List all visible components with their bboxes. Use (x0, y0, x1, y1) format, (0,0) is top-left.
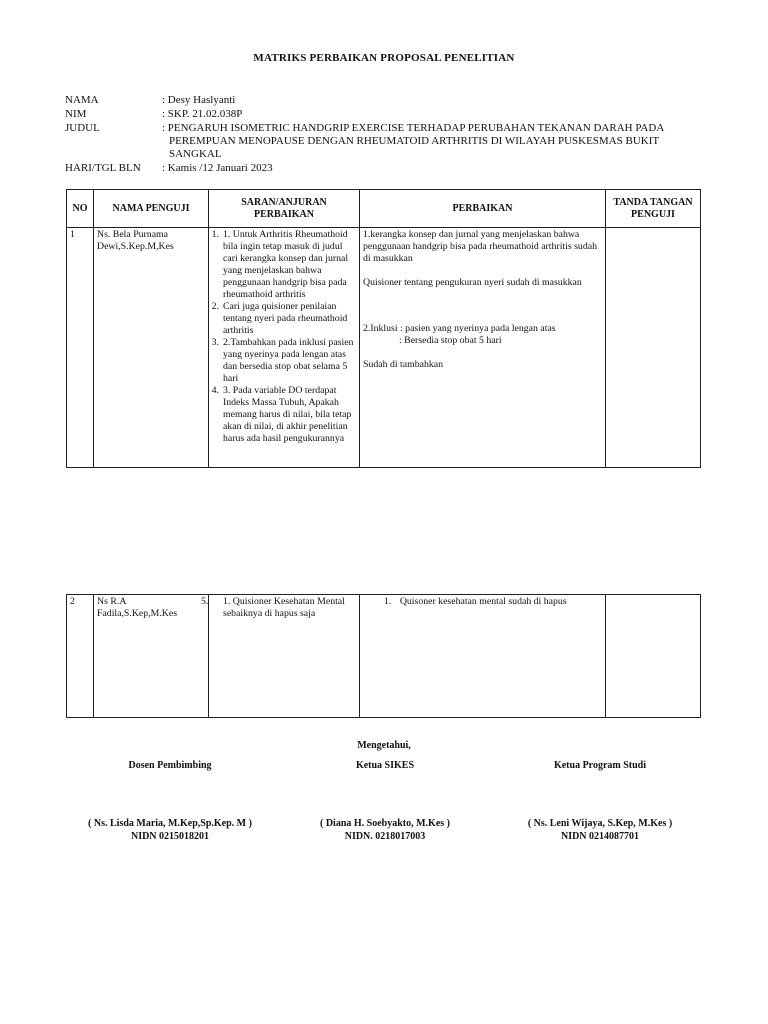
saran-list (211, 229, 356, 445)
row1-saran (209, 228, 360, 468)
ketua-sikes-nidn: NIDN. 0218017003 (344, 831, 426, 842)
ketua-prodi-nidn: NIDN 0214087701 (560, 831, 640, 842)
ketua-sikes-title: Ketua SIKES (355, 760, 415, 771)
row2-penguji: Ns R.A Fadila,S.Kep,M.Kes (94, 595, 209, 718)
row2-saran: 5. 1. Quisioner Kesehatan Mental sebaiknya di hapus saja (209, 595, 360, 718)
mengetahui-label: Mengetahui, (357, 740, 411, 751)
row2-tanda-tangan (606, 595, 701, 718)
perbaikan-1: 1.kerangka konsep dan jurnal yang menjelaskan bahwa penggunaan handgrip bisa pada rheumathoid arthritis sudah di masukkan (363, 229, 597, 264)
table-header-row (67, 190, 701, 228)
header-nama-penguji: NAMA PENGUJI (94, 190, 209, 228)
revision-table-2 (66, 594, 701, 718)
list-item: 3. 2.Tambahkan pada inklusi pasien yang nyerinya pada lengan atas dan bersedia stop obat selama 5 hari (211, 337, 354, 384)
revision-table-1 (66, 189, 701, 468)
nim-label: NIM (65, 108, 87, 120)
list-item: 4. 3. Pada variable DO terdapat Indeks Massa Tubuh, Apakah memang harus di nilai, bila tetap akan di nilai, di akhir penelitian harus ada hasil pengukurannya (211, 385, 352, 444)
header-no: NO (67, 190, 94, 228)
nama-value: : Desy Haslyanti (162, 94, 236, 106)
perbaikan-3b: : Bersedia stop obat 5 hari (399, 335, 502, 346)
row2-perbaikan: 1. Quisoner kesehatan mental sudah di hapus (360, 595, 606, 718)
row1-no: 1 (67, 228, 94, 468)
document-title: MATRIKS PERBAIKAN PROPOSAL PENELITIAN (253, 52, 515, 64)
dosen-title: Dosen Pembimbing (128, 760, 212, 771)
list-item: 1. 1. Untuk Arthritis Rheumathoid bila ingin tetap masuk di judul cari kerangka konsep dan jurnal yang menjelaskan bahwa penggunaan handgrip bisa pada rheumathoid arthritis (211, 229, 349, 300)
header-saran: SARAN/ANJURAN PERBAIKAN (209, 190, 360, 228)
nama-label: NAMA (65, 94, 99, 106)
row1-perbaikan (360, 228, 606, 468)
ketua-sikes-name: ( Diana H. Soebyakto, M.Kes ) (320, 818, 450, 829)
table-row (67, 228, 701, 468)
row1-tanda-tangan (606, 228, 701, 468)
hari-label: HARI/TGL BLN (65, 162, 141, 174)
perbaikan-2: Quisioner tentang pengukuran nyeri sudah di masukkan (363, 277, 582, 288)
judul-value: : PENGARUH ISOMETRIC HANDGRIP EXERCISE TERHADAP PERUBAHAN TEKANAN DARAH PADA (162, 122, 665, 134)
judul-label: JUDUL (65, 122, 100, 134)
hari-value: : Kamis /12 Januari 2023 (162, 162, 273, 174)
row2-no: 2 (67, 595, 94, 718)
perbaikan-4: Sudah di tambahkan (363, 359, 443, 370)
list-item: 2. Cari juga quisioner penilaian tentang nyeri pada rheumathoid arthritis (211, 301, 348, 336)
dosen-name: ( Ns. Lisda Maria, M.Kep,Sp.Kep. M ) (88, 818, 252, 829)
header-perbaikan: PERBAIKAN (360, 190, 606, 228)
perbaikan-3a: 2.Inklusi : pasien yang nyerinya pada lengan atas (363, 323, 556, 334)
table-row (67, 595, 701, 718)
ketua-prodi-name: ( Ns. Leni Wijaya, S.Kep, M.Kes ) (527, 818, 673, 829)
nim-value: : SKP. 21.02.038P (162, 108, 243, 120)
header-tanda-tangan: TANDA TANGAN PENGUJI (606, 190, 701, 228)
row1-penguji: Ns. Bela Purnama Dewi,S.Kep.M,Kes (94, 228, 209, 468)
ketua-prodi-title: Ketua Program Studi (553, 760, 647, 771)
dosen-nidn: NIDN 0215018201 (130, 831, 210, 842)
